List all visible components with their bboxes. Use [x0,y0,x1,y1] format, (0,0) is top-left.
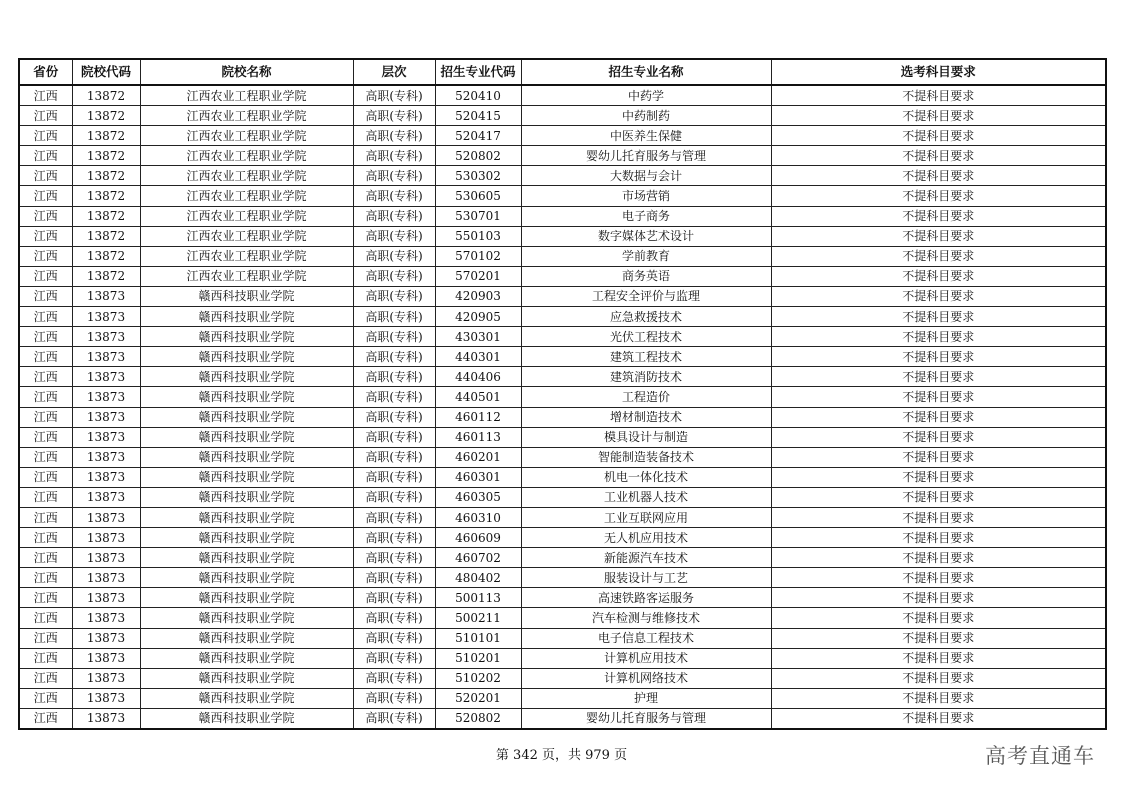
table-row [19,708,1106,729]
table-row [19,246,1106,266]
watermark-logo-text: 高考直通车 [985,744,1095,768]
cell-level: 高职(专科) [353,146,435,166]
cell-subject-requirement: 不提科目要求 [771,387,1106,407]
cell-major-name: 计算机应用技术 [521,648,771,668]
cell-level: 高职(专科) [353,186,435,206]
cell-province: 江西 [19,146,72,166]
cell-subject-requirement: 不提科目要求 [771,608,1106,628]
cell-province: 江西 [19,186,72,206]
header-school-code: 院校代码 [72,59,140,85]
cell-level: 高职(专科) [353,608,435,628]
table-row [19,668,1106,688]
cell-major-code: 530701 [435,206,521,226]
cell-school-code: 13873 [72,628,140,648]
cell-province: 江西 [19,568,72,588]
table-row [19,307,1106,327]
cell-major-name: 服装设计与工艺 [521,568,771,588]
cell-major-name: 建筑消防技术 [521,367,771,387]
cell-major-name: 工程安全评价与监理 [521,286,771,306]
cell-major-name: 市场营销 [521,186,771,206]
cell-province: 江西 [19,347,72,367]
cell-subject-requirement: 不提科目要求 [771,226,1106,246]
cell-subject-requirement: 不提科目要求 [771,126,1106,146]
header-level: 层次 [353,59,435,85]
cell-school-name: 赣西科技职业学院 [140,347,353,367]
cell-level: 高职(专科) [353,708,435,729]
cell-major-code: 460609 [435,528,521,548]
cell-level: 高职(专科) [353,347,435,367]
cell-major-name: 计算机网络技术 [521,668,771,688]
cell-major-code: 460201 [435,447,521,467]
table-row [19,588,1106,608]
cell-level: 高职(专科) [353,447,435,467]
table-row [19,286,1106,306]
cell-subject-requirement: 不提科目要求 [771,166,1106,186]
header-major-name: 招生专业名称 [521,59,771,85]
cell-school-name: 江西农业工程职业学院 [140,106,353,126]
cell-school-name: 赣西科技职业学院 [140,407,353,427]
cell-school-name: 赣西科技职业学院 [140,387,353,407]
cell-school-code: 13873 [72,327,140,347]
cell-school-code: 13872 [72,186,140,206]
cell-level: 高职(专科) [353,507,435,527]
cell-subject-requirement: 不提科目要求 [771,427,1106,447]
cell-school-code: 13873 [72,447,140,467]
cell-subject-requirement: 不提科目要求 [771,286,1106,306]
cell-major-code: 460113 [435,427,521,447]
cell-subject-requirement: 不提科目要求 [771,106,1106,126]
table-row [19,146,1106,166]
cell-level: 高职(专科) [353,548,435,568]
cell-major-name: 工业互联网应用 [521,507,771,527]
cell-province: 江西 [19,307,72,327]
cell-school-name: 赣西科技职业学院 [140,648,353,668]
cell-major-code: 500113 [435,588,521,608]
cell-major-code: 460702 [435,548,521,568]
cell-school-name: 赣西科技职业学院 [140,507,353,527]
cell-major-code: 530302 [435,166,521,186]
cell-province: 江西 [19,327,72,347]
page-footer [0,744,1123,763]
cell-major-name: 中医养生保健 [521,126,771,146]
cell-level: 高职(专科) [353,206,435,226]
cell-major-code: 520802 [435,146,521,166]
cell-school-name: 赣西科技职业学院 [140,327,353,347]
header-major-code: 招生专业代码 [435,59,521,85]
admission-table [18,58,1107,730]
table-header-row [19,59,1106,85]
cell-level: 高职(专科) [353,106,435,126]
cell-province: 江西 [19,688,72,708]
table-row [19,568,1106,588]
table-row [19,648,1106,668]
cell-school-code: 13873 [72,528,140,548]
cell-province: 江西 [19,387,72,407]
cell-school-code: 13873 [72,708,140,729]
cell-level: 高职(专科) [353,568,435,588]
cell-level: 高职(专科) [353,246,435,266]
cell-school-name: 赣西科技职业学院 [140,447,353,467]
cell-level: 高职(专科) [353,648,435,668]
cell-school-code: 13873 [72,608,140,628]
cell-province: 江西 [19,608,72,628]
cell-school-name: 赣西科技职业学院 [140,487,353,507]
cell-major-code: 520802 [435,708,521,729]
cell-school-code: 13872 [72,206,140,226]
cell-subject-requirement: 不提科目要求 [771,648,1106,668]
table-row [19,528,1106,548]
cell-level: 高职(专科) [353,528,435,548]
cell-province: 江西 [19,427,72,447]
cell-school-code: 13872 [72,146,140,166]
cell-school-name: 江西农业工程职业学院 [140,126,353,146]
cell-school-code: 13873 [72,427,140,447]
cell-province: 江西 [19,286,72,306]
cell-school-name: 赣西科技职业学院 [140,528,353,548]
cell-school-code: 13872 [72,85,140,106]
cell-province: 江西 [19,467,72,487]
cell-province: 江西 [19,668,72,688]
table-row [19,186,1106,206]
header-school-name: 院校名称 [140,59,353,85]
cell-subject-requirement: 不提科目要求 [771,467,1106,487]
cell-school-name: 赣西科技职业学院 [140,367,353,387]
cell-major-name: 中药学 [521,85,771,106]
cell-school-code: 13873 [72,307,140,327]
cell-school-name: 赣西科技职业学院 [140,588,353,608]
cell-major-code: 440501 [435,387,521,407]
cell-subject-requirement: 不提科目要求 [771,407,1106,427]
cell-school-code: 13873 [72,286,140,306]
cell-province: 江西 [19,548,72,568]
cell-major-code: 510201 [435,648,521,668]
cell-major-name: 模具设计与制造 [521,427,771,447]
cell-level: 高职(专科) [353,307,435,327]
cell-school-code: 13873 [72,648,140,668]
cell-major-code: 550103 [435,226,521,246]
cell-province: 江西 [19,648,72,668]
cell-school-code: 13872 [72,166,140,186]
cell-major-name: 工程造价 [521,387,771,407]
cell-school-code: 13872 [72,126,140,146]
cell-major-name: 应急救援技术 [521,307,771,327]
cell-school-code: 13873 [72,467,140,487]
cell-major-code: 570102 [435,246,521,266]
cell-province: 江西 [19,528,72,548]
table-row [19,447,1106,467]
table-row [19,608,1106,628]
cell-level: 高职(专科) [353,487,435,507]
header-subject-requirement: 选考科目要求 [771,59,1106,85]
cell-subject-requirement: 不提科目要求 [771,146,1106,166]
cell-major-name: 机电一体化技术 [521,467,771,487]
cell-subject-requirement: 不提科目要求 [771,487,1106,507]
cell-major-code: 440301 [435,347,521,367]
cell-province: 江西 [19,507,72,527]
cell-major-code: 420905 [435,307,521,327]
cell-level: 高职(专科) [353,407,435,427]
cell-major-name: 电子信息工程技术 [521,628,771,648]
table-row [19,407,1106,427]
cell-level: 高职(专科) [353,467,435,487]
table-row [19,688,1106,708]
table-row [19,327,1106,347]
table-row [19,628,1106,648]
cell-major-code: 500211 [435,608,521,628]
cell-major-name: 婴幼儿托育服务与管理 [521,146,771,166]
table-row [19,85,1106,106]
cell-major-name: 无人机应用技术 [521,528,771,548]
header-province: 省份 [19,59,72,85]
cell-school-name: 江西农业工程职业学院 [140,226,353,246]
cell-major-code: 530605 [435,186,521,206]
cell-school-name: 江西农业工程职业学院 [140,146,353,166]
cell-major-code: 520201 [435,688,521,708]
cell-school-name: 赣西科技职业学院 [140,608,353,628]
cell-province: 江西 [19,126,72,146]
table-row [19,427,1106,447]
table-row [19,467,1106,487]
cell-subject-requirement: 不提科目要求 [771,507,1106,527]
cell-major-code: 510202 [435,668,521,688]
cell-subject-requirement: 不提科目要求 [771,206,1106,226]
cell-subject-requirement: 不提科目要求 [771,628,1106,648]
cell-major-name: 电子商务 [521,206,771,226]
cell-subject-requirement: 不提科目要求 [771,668,1106,688]
cell-major-name: 学前教育 [521,246,771,266]
cell-province: 江西 [19,246,72,266]
cell-school-name: 江西农业工程职业学院 [140,266,353,286]
table-row [19,206,1106,226]
table-row [19,347,1106,367]
cell-major-name: 新能源汽车技术 [521,548,771,568]
table-row [19,548,1106,568]
cell-subject-requirement: 不提科目要求 [771,528,1106,548]
cell-school-name: 赣西科技职业学院 [140,568,353,588]
cell-school-code: 13872 [72,106,140,126]
cell-province: 江西 [19,588,72,608]
cell-school-code: 13872 [72,226,140,246]
cell-major-code: 430301 [435,327,521,347]
cell-school-code: 13873 [72,588,140,608]
cell-subject-requirement: 不提科目要求 [771,548,1106,568]
cell-major-name: 光伏工程技术 [521,327,771,347]
cell-school-name: 赣西科技职业学院 [140,668,353,688]
cell-major-name: 汽车检测与维修技术 [521,608,771,628]
cell-subject-requirement: 不提科目要求 [771,246,1106,266]
cell-school-code: 13873 [72,367,140,387]
cell-school-code: 13873 [72,668,140,688]
cell-major-name: 婴幼儿托育服务与管理 [521,708,771,729]
cell-school-name: 赣西科技职业学院 [140,307,353,327]
cell-province: 江西 [19,447,72,467]
cell-province: 江西 [19,106,72,126]
cell-level: 高职(专科) [353,427,435,447]
cell-major-code: 570201 [435,266,521,286]
cell-level: 高职(专科) [353,226,435,246]
cell-province: 江西 [19,85,72,106]
cell-subject-requirement: 不提科目要求 [771,568,1106,588]
cell-school-name: 江西农业工程职业学院 [140,246,353,266]
cell-province: 江西 [19,166,72,186]
cell-school-code: 13873 [72,548,140,568]
cell-province: 江西 [19,708,72,729]
cell-major-name: 数字媒体艺术设计 [521,226,771,246]
cell-level: 高职(专科) [353,286,435,306]
cell-major-name: 中药制药 [521,106,771,126]
cell-major-code: 510101 [435,628,521,648]
cell-province: 江西 [19,628,72,648]
cell-major-code: 520410 [435,85,521,106]
cell-province: 江西 [19,407,72,427]
cell-major-code: 520417 [435,126,521,146]
cell-subject-requirement: 不提科目要求 [771,708,1106,729]
cell-school-name: 江西农业工程职业学院 [140,166,353,186]
cell-province: 江西 [19,226,72,246]
cell-school-name: 赣西科技职业学院 [140,688,353,708]
cell-major-name: 护理 [521,688,771,708]
cell-major-code: 460310 [435,507,521,527]
cell-subject-requirement: 不提科目要求 [771,347,1106,367]
cell-major-code: 420903 [435,286,521,306]
cell-school-code: 13873 [72,387,140,407]
cell-school-code: 13873 [72,407,140,427]
cell-major-name: 高速铁路客运服务 [521,588,771,608]
cell-level: 高职(专科) [353,327,435,347]
cell-subject-requirement: 不提科目要求 [771,588,1106,608]
cell-subject-requirement: 不提科目要求 [771,447,1106,467]
cell-subject-requirement: 不提科目要求 [771,688,1106,708]
cell-major-code: 460112 [435,407,521,427]
cell-school-name: 赣西科技职业学院 [140,548,353,568]
cell-subject-requirement: 不提科目要求 [771,367,1106,387]
cell-province: 江西 [19,266,72,286]
cell-province: 江西 [19,206,72,226]
cell-level: 高职(专科) [353,387,435,407]
cell-major-name: 建筑工程技术 [521,347,771,367]
table-row [19,106,1106,126]
cell-major-name: 智能制造装备技术 [521,447,771,467]
cell-subject-requirement: 不提科目要求 [771,85,1106,106]
cell-major-code: 480402 [435,568,521,588]
cell-school-name: 赣西科技职业学院 [140,628,353,648]
cell-school-name: 江西农业工程职业学院 [140,85,353,106]
cell-major-code: 460301 [435,467,521,487]
page-number: 第 342 页，共 979 页 [495,748,628,763]
cell-major-code: 460305 [435,487,521,507]
cell-school-code: 13873 [72,487,140,507]
cell-level: 高职(专科) [353,688,435,708]
table-row [19,166,1106,186]
cell-subject-requirement: 不提科目要求 [771,266,1106,286]
table-row [19,126,1106,146]
cell-subject-requirement: 不提科目要求 [771,327,1106,347]
cell-level: 高职(专科) [353,126,435,146]
table-row [19,226,1106,246]
cell-school-code: 13872 [72,266,140,286]
table-row [19,487,1106,507]
cell-school-code: 13873 [72,507,140,527]
cell-province: 江西 [19,487,72,507]
cell-subject-requirement: 不提科目要求 [771,307,1106,327]
cell-subject-requirement: 不提科目要求 [771,186,1106,206]
cell-major-name: 工业机器人技术 [521,487,771,507]
cell-province: 江西 [19,367,72,387]
cell-school-name: 江西农业工程职业学院 [140,206,353,226]
cell-level: 高职(专科) [353,166,435,186]
table-row [19,266,1106,286]
cell-major-code: 440406 [435,367,521,387]
cell-school-code: 13873 [72,568,140,588]
cell-school-name: 赣西科技职业学院 [140,467,353,487]
table-row [19,507,1106,527]
cell-school-name: 赣西科技职业学院 [140,286,353,306]
table-row [19,367,1106,387]
cell-level: 高职(专科) [353,266,435,286]
cell-level: 高职(专科) [353,588,435,608]
cell-level: 高职(专科) [353,628,435,648]
cell-school-name: 赣西科技职业学院 [140,427,353,447]
cell-school-code: 13872 [72,246,140,266]
table-row [19,387,1106,407]
cell-level: 高职(专科) [353,367,435,387]
table-body [19,85,1106,729]
cell-school-code: 13873 [72,688,140,708]
cell-major-name: 商务英语 [521,266,771,286]
cell-school-name: 江西农业工程职业学院 [140,186,353,206]
cell-major-code: 520415 [435,106,521,126]
cell-level: 高职(专科) [353,85,435,106]
cell-school-name: 赣西科技职业学院 [140,708,353,729]
cell-major-name: 增材制造技术 [521,407,771,427]
cell-level: 高职(专科) [353,668,435,688]
cell-school-code: 13873 [72,347,140,367]
cell-major-name: 大数据与会计 [521,166,771,186]
